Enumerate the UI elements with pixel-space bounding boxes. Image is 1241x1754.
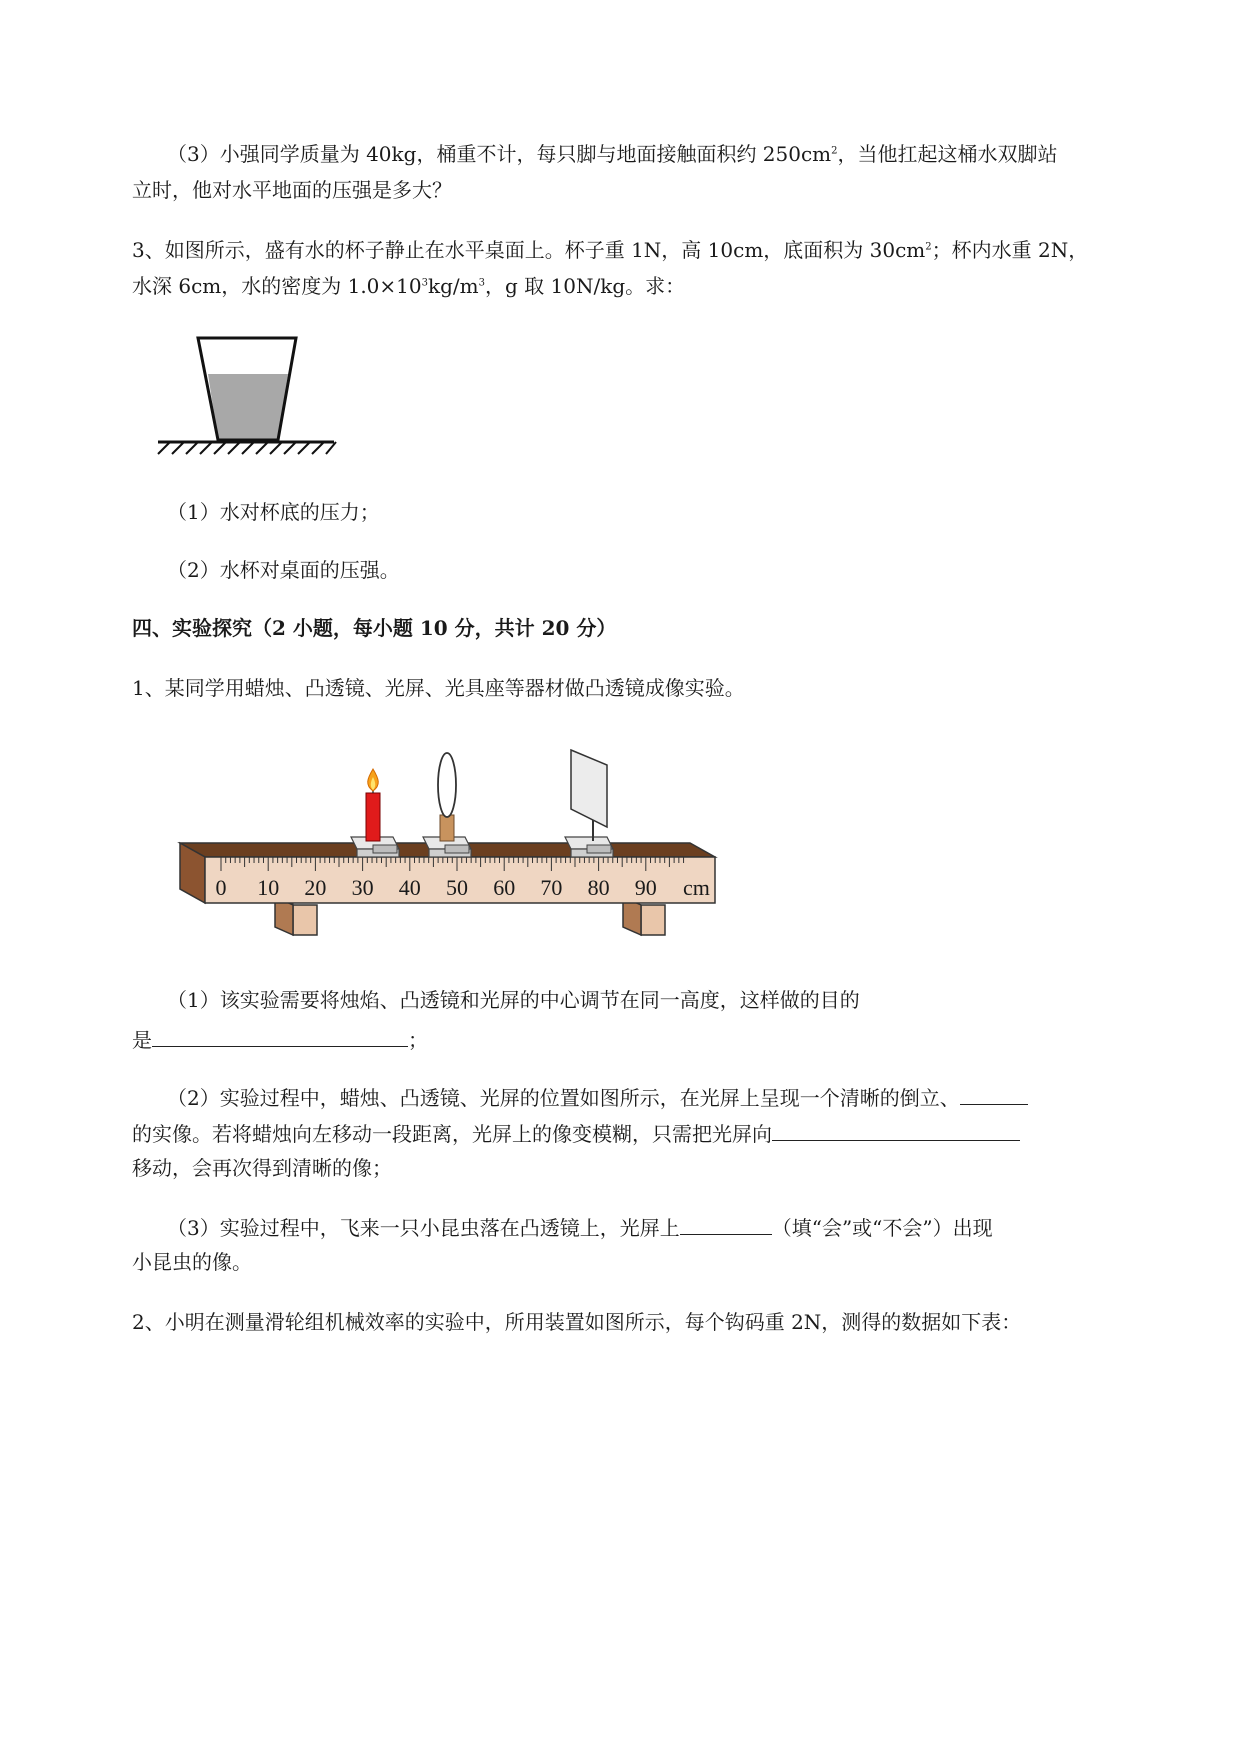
exp1-p2-line1: （2）实验过程中，蜡烛、凸透镜、光屏的位置如图所示，在光屏上呈现一个清晰的倒立、: [167, 1082, 1028, 1112]
table-hatching: [158, 442, 336, 454]
q3-part2: （2）水杯对桌面的压强。: [167, 558, 400, 582]
q2-part3-line2: 立时，他对水平地面的压强是多大？: [132, 178, 452, 202]
ruler-unit: cm: [683, 875, 710, 900]
ruler-label: 60: [493, 875, 516, 900]
convex-lens: [438, 753, 456, 817]
ruler-label: 50: [446, 875, 468, 900]
exp1-p3-line2: 小昆虫的像。: [132, 1250, 252, 1274]
ruler-label: 70: [540, 875, 563, 900]
exp1-p1-line2: 是 ；: [132, 1024, 428, 1054]
optical-bench-figure: [175, 745, 720, 940]
answer-blank-1[interactable]: [152, 1024, 408, 1047]
ruler-label: 30: [351, 875, 374, 900]
ruler-label: 40: [398, 875, 421, 900]
exp1-p2-line3: 移动，会再次得到清晰的像；: [132, 1156, 392, 1180]
answer-blank-2[interactable]: [960, 1082, 1028, 1105]
candle: [366, 769, 380, 841]
q2-part3-line1: （3）小强同学质量为 40kg，桶重不计，每只脚与地面接触面积约 $250cm^2$，当他扛起这桶水双脚站: [167, 142, 1058, 166]
q3-line1: 3、如图所示，盛有水的杯子静止在水平桌面上。杯子重 1N，高 10cm，底面积为 $30cm^2$；杯内水重 2N，: [132, 238, 1089, 262]
ruler-label: 10: [257, 875, 280, 900]
ruler-label: 20: [304, 875, 327, 900]
cup-figure: [150, 332, 350, 462]
ruler-label: 80: [587, 875, 610, 900]
answer-blank-3[interactable]: [772, 1118, 1020, 1141]
exp1-p1-line1: （1）该实验需要将烛焰、凸透镜和光屏的中心调节在同一高度，这样做的目的: [167, 988, 860, 1012]
exp1-intro: 1、某同学用蜡烛、凸透镜、光屏、光具座等器材做凸透镜成像实验。: [132, 676, 745, 700]
answer-blank-4[interactable]: [680, 1212, 772, 1235]
ruler-label: 0: [215, 875, 227, 900]
exp1-p2-line2: 的实像。若将蜡烛向左移动一段距离，光屏上的像变模糊，只需把光屏向: [132, 1118, 1020, 1148]
exp2-intro: 2、小明在测量滑轮组机械效率的实验中，所用装置如图所示，每个钩码重 2N，测得的数据如下表：: [132, 1310, 1022, 1334]
exp1-p3-line1: （3）实验过程中，飞来一只小昆虫落在凸透镜上，光屏上 （填“会”或“不会”）出现: [167, 1212, 993, 1242]
section-heading: 四、实验探究（2 小题，每小题 10 分，共计 20 分）: [132, 616, 617, 640]
ruler-label: 90: [634, 875, 657, 900]
water-fill: [208, 374, 288, 440]
light-screen: [571, 750, 607, 827]
lens-holder: [423, 815, 471, 857]
q3-line2: 水深 6cm，水的密度为 $1.0\times 10^3kg/m^3$，g 取 10N/kg。求：: [132, 274, 686, 298]
q3-part1: （1）水对杯底的压力；: [167, 500, 380, 524]
